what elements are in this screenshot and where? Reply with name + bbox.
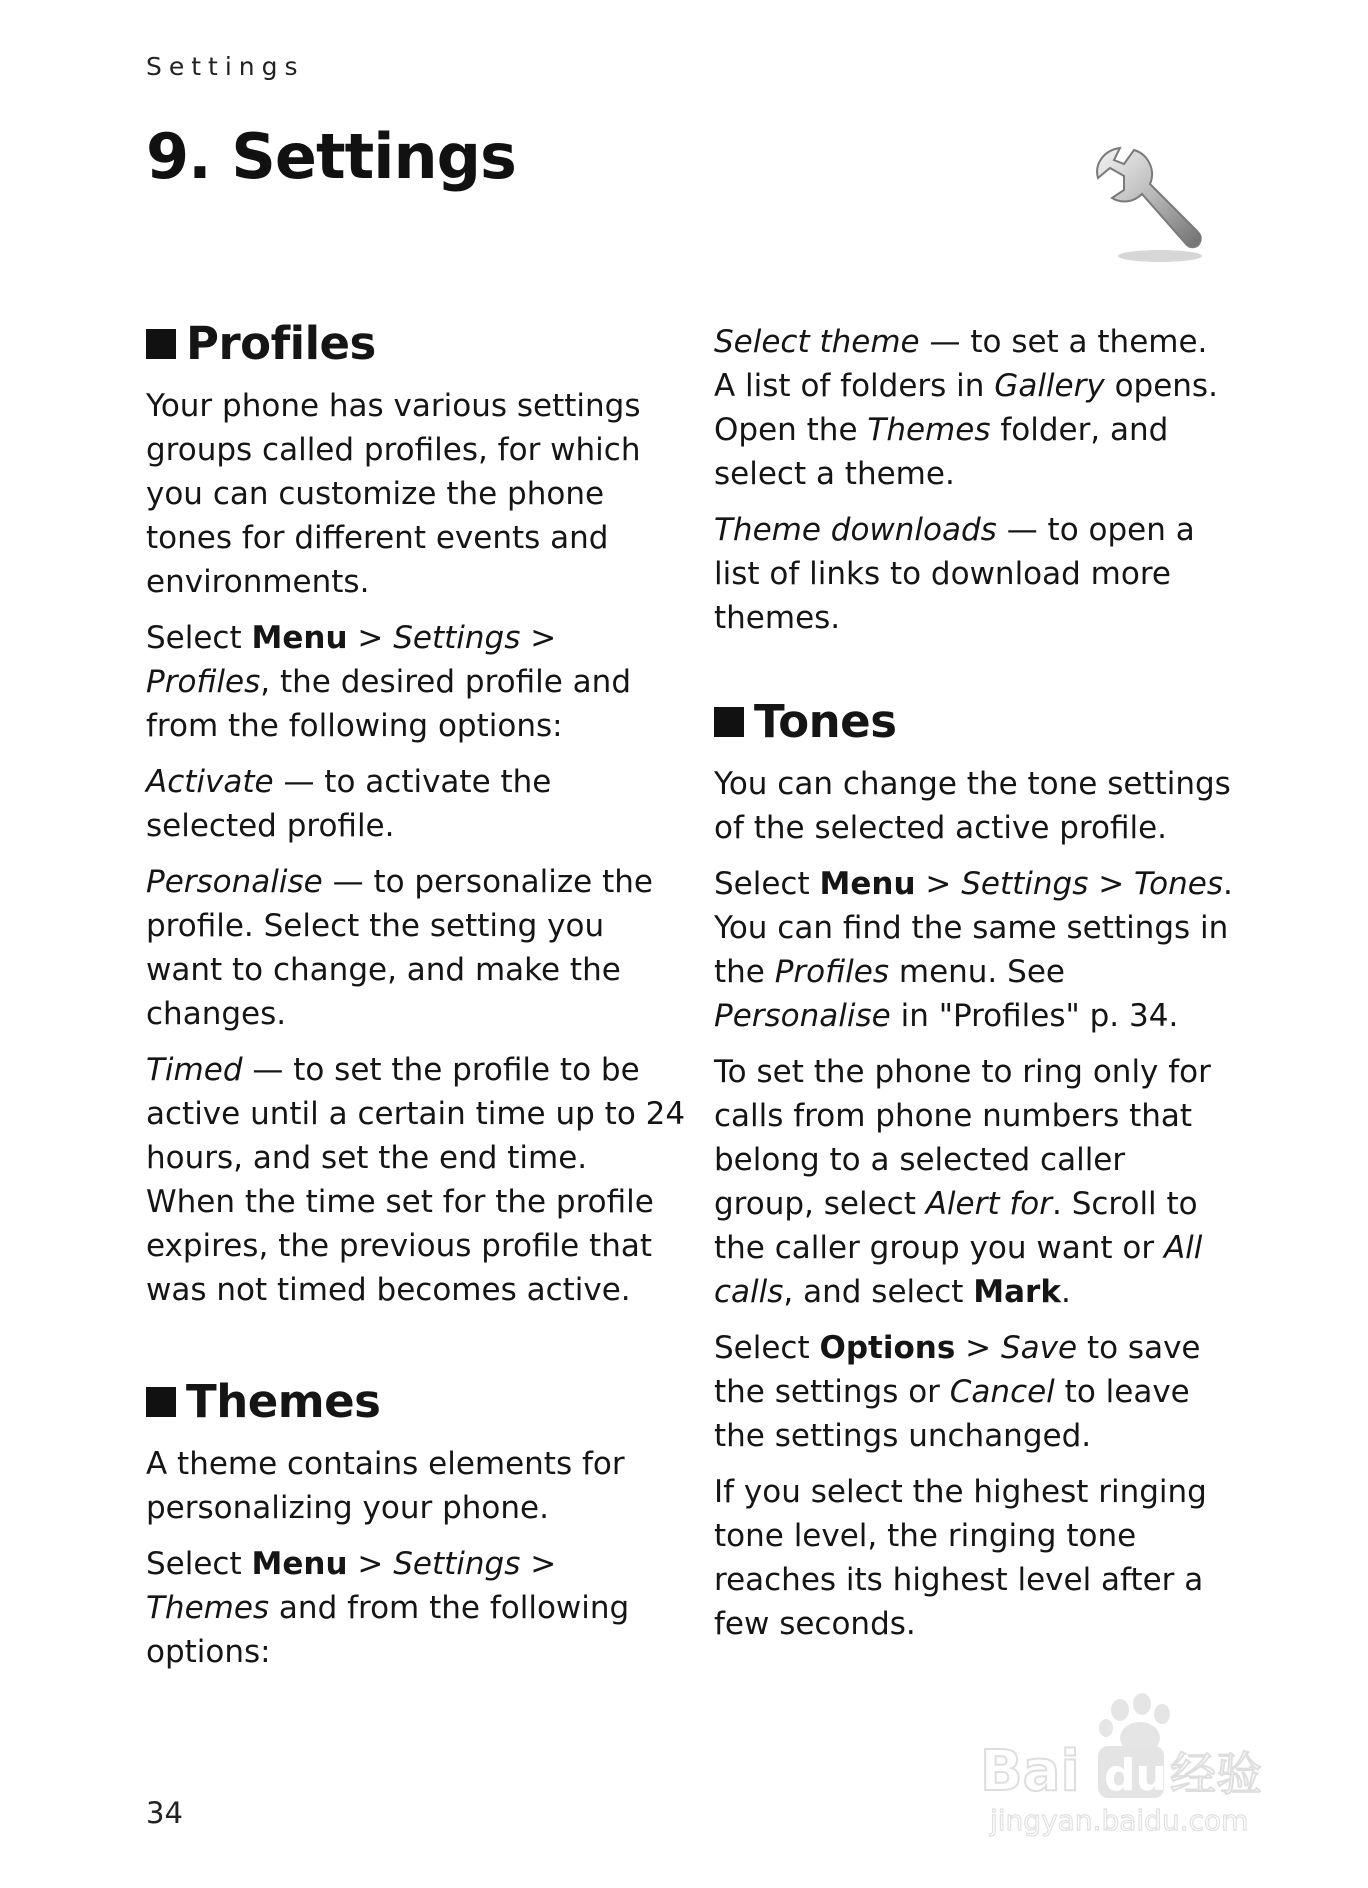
heading-square-icon — [146, 1387, 176, 1417]
svg-text:经验: 经验 — [1170, 1747, 1262, 1801]
profiles-select-path: Select Menu > Settings > Profiles, the desired profile and from the following options: — [146, 620, 631, 744]
tones-heading-text: Tones — [754, 695, 897, 748]
svg-text:jingyan.baidu.com: jingyan.baidu.com — [990, 1804, 1249, 1837]
tones-heading — [714, 694, 1234, 750]
left-column — [146, 316, 686, 1686]
tones-alert-for: To set the phone to ring only for calls from phone numbers that belong to a selected caller group, select Alert for. Scroll to the caller group you want or All calls, and select Mark. — [714, 1054, 1211, 1310]
profiles-heading-text: Profiles — [186, 317, 376, 370]
themes-select-path: Select Menu > Settings > Themes and from the following options: — [146, 1546, 630, 1670]
right-column — [714, 320, 1234, 1658]
baidu-watermark-icon — [970, 1690, 1300, 1840]
option-activate: Activate — to activate the selected profile. — [146, 764, 552, 844]
profiles-intro: Your phone has various settings groups called profiles, for which you can customize the phone tones for different events and environments. — [146, 388, 641, 600]
running-header: Settings — [146, 52, 305, 81]
option-theme-downloads: Theme downloads — to open a list of links to download more themes. — [714, 512, 1195, 636]
page-number: 34 — [146, 1796, 183, 1830]
tones-highest-level: If you select the highest ringing tone level, the ringing tone reaches its highest level after a few seconds. — [714, 1474, 1207, 1642]
profiles-heading — [146, 316, 686, 372]
option-select-theme: Select theme — to set a theme. A list of folders in Gallery opens. Open the Themes folder, and select a theme. — [714, 324, 1218, 492]
tones-intro: You can change the tone settings of the selected active profile. — [714, 766, 1231, 846]
themes-heading — [146, 1374, 686, 1430]
option-personalise: Personalise — to personalize the profile. Select the setting you want to change, and make the changes. — [146, 864, 653, 1032]
tones-select-path: Select Menu > Settings > Tones. You can find the same settings in the Profiles menu. See Personalise in "Profiles" p. 34. — [714, 866, 1233, 1034]
themes-intro: A theme contains elements for personalizing your phone. — [146, 1446, 625, 1526]
heading-square-icon — [146, 329, 176, 359]
wrench-icon — [1090, 140, 1210, 265]
heading-square-icon — [714, 707, 744, 737]
themes-heading-text: Themes — [186, 1375, 381, 1428]
option-timed: Timed — to set the profile to be active until a certain time up to 24 hours, and set the end time. When the time set for the profile expires, the previous profile that was not timed becomes active. — [146, 1052, 686, 1308]
svg-text:Bai: Bai — [980, 1739, 1080, 1804]
chapter-title: 9. Settings — [146, 120, 516, 193]
svg-text:du: du — [1104, 1750, 1167, 1801]
tones-save: Select Options > Save to save the settings or Cancel to leave the settings unchanged. — [714, 1330, 1201, 1454]
